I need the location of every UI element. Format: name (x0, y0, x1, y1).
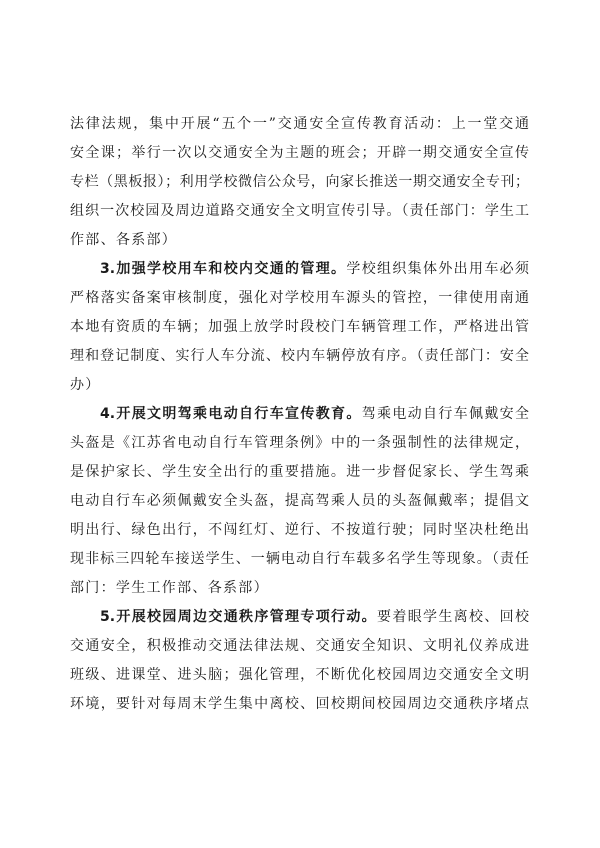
text-line: 作部、各系部） (70, 232, 178, 248)
text-line (70, 255, 529, 284)
text-line (70, 400, 529, 429)
text-line: 是保护家长、学生安全出行的重要措施。进一步督促家长、学生驾乘 (70, 464, 529, 480)
text-line: 办） (70, 377, 101, 393)
text-line: 班级、进课堂、进头脑；强化管理，不断优化校园周边交通安全文明 (70, 667, 529, 683)
text-line: 严格落实备案审核制度，强化对学校用车源头的管控，一律使用南通 (70, 290, 529, 306)
text-line: 交通安全，积极推动交通法律法规、交通安全知识、文明礼仪养成进 (70, 638, 529, 654)
paragraph-3 (70, 255, 529, 400)
text-line: 头盔是《江苏省电动自行车管理条例》中的一条强制性的法律规定， (70, 435, 529, 451)
section-heading: 5.开展校园周边交通秩序管理专项行动。 (100, 609, 378, 625)
text-line: 安全课；举行一次以交通安全为主题的班会；开辟一期交通安全宣传 (70, 145, 529, 161)
text-span: 驾乘电动自行车佩戴安全 (361, 406, 529, 422)
text-line: 组织一次校园及周边道路交通安全文明宣传引导。（责任部门：学生工 (70, 203, 529, 219)
text-line: 本地有资质的车辆；加强上放学时段校门车辆管理工作，严格进出管 (70, 319, 529, 335)
paragraph-4 (70, 400, 529, 603)
text-span: 要着眼学生离校、回校 (377, 609, 530, 625)
text-line: 明出行、绿色出行，不闯红灯、逆行、不按道行驶；同时坚决杜绝出 (70, 522, 529, 538)
paragraph-5 (70, 603, 529, 719)
paragraph-campaign (70, 110, 529, 255)
text-line (70, 603, 529, 632)
text-line: 部门：学生工作部、各系部） (70, 580, 269, 596)
text-line: 现非标三四轮车接送学生、一辆电动自行车载多名学生等现象。（责任 (70, 551, 529, 567)
text-line: 专栏（黑板报）；利用学校微信公众号，向家长推送一期交通安全专刊； (70, 174, 529, 190)
text-line: 理和登记制度、实行人车分流、校内车辆停放有序。（责任部门：安全 (70, 348, 529, 364)
document-page (70, 110, 529, 719)
text-line: 法律法规，集中开展“五个一”交通安全宣传教育活动：上一堂交通 (70, 116, 529, 132)
section-heading: 4.开展文明驾乘电动自行车宣传教育。 (100, 406, 362, 422)
text-span: 学校组织集体外出用车必须 (346, 261, 529, 277)
text-line: 电动自行车必须佩戴安全头盔，提高驾乘人员的头盔佩戴率；提倡文 (70, 493, 529, 509)
text-line: 环境，要针对每周末学生集中离校、回校期间校园周边交通秩序堵点 (70, 696, 529, 712)
section-heading: 3.加强学校用车和校内交通的管理。 (100, 261, 347, 277)
